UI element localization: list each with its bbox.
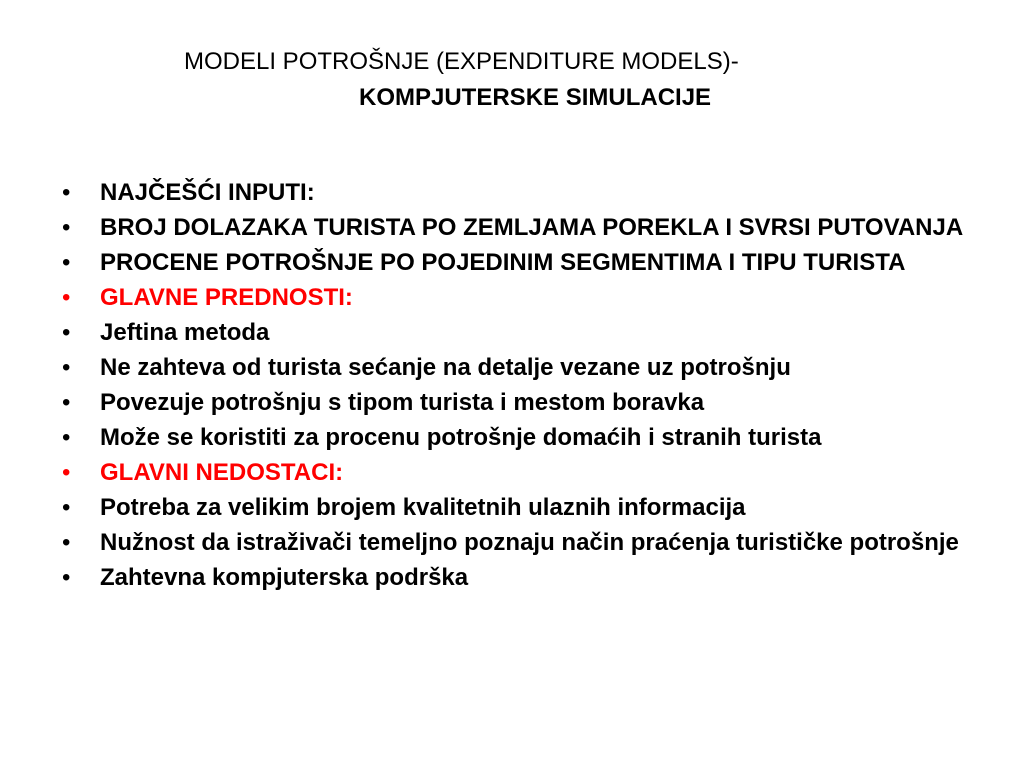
bullet-dot-icon: • bbox=[62, 459, 71, 486]
bullet-dot-icon: • bbox=[62, 424, 71, 451]
bullet-item-inputs-heading bbox=[62, 180, 982, 206]
bullet-item-no-recall bbox=[62, 355, 982, 381]
bullet-item-computer-support bbox=[62, 565, 982, 591]
bullet-text: Može se koristiti za procenu potrošnje domaćih i stranih turista bbox=[100, 424, 822, 451]
bullet-dot-icon: • bbox=[62, 179, 71, 206]
bullet-item-arrivals bbox=[62, 215, 982, 241]
bullet-text: Ne zahteva od turista sećanje na detalje vezane uz potrošnju bbox=[100, 354, 791, 381]
bullet-text: NAJČEŠĆI INPUTI: bbox=[100, 179, 315, 206]
bullet-dot-icon: • bbox=[62, 284, 71, 311]
bullet-dot-icon: • bbox=[62, 319, 71, 346]
bullet-item-input-volume bbox=[62, 495, 982, 521]
bullet-item-researcher-knowledge bbox=[62, 530, 982, 556]
bullet-item-advantages-heading bbox=[62, 285, 982, 311]
bullet-text: Nužnost da istraživači temeljno poznaju način praćenja turističke potrošnje bbox=[100, 529, 959, 556]
bullet-text: Jeftina metoda bbox=[100, 319, 270, 346]
bullet-dot-icon: • bbox=[62, 249, 71, 276]
bullet-dot-icon: • bbox=[62, 214, 71, 241]
title-line-subtitle: KOMPJUTERSKE SIMULACIJE bbox=[359, 84, 712, 111]
bullet-item-links-type bbox=[62, 390, 982, 416]
bullet-text: GLAVNI NEDOSTACI: bbox=[100, 459, 344, 486]
bullet-item-domestic-foreign bbox=[62, 425, 982, 451]
bullet-dot-icon: • bbox=[62, 389, 71, 416]
title-line-main: MODELI POTROŠNJE (EXPENDITURE MODELS)- bbox=[184, 48, 739, 75]
bullet-text: GLAVNE PREDNOSTI: bbox=[100, 284, 353, 311]
bullet-dot-icon: • bbox=[62, 354, 71, 381]
bullet-item-drawbacks-heading bbox=[62, 460, 982, 486]
bullet-text: Povezuje potrošnju s tipom turista i mestom boravka bbox=[100, 389, 705, 416]
bullet-dot-icon: • bbox=[62, 494, 71, 521]
bullet-dot-icon: • bbox=[62, 529, 71, 556]
bullet-item-cheap-method bbox=[62, 320, 982, 346]
bullet-list bbox=[62, 180, 982, 600]
bullet-item-estimates bbox=[62, 250, 982, 276]
bullet-dot-icon: • bbox=[62, 564, 71, 591]
bullet-text: Potreba za velikim brojem kvalitetnih ulaznih informacija bbox=[100, 494, 746, 521]
bullet-text: Zahtevna kompjuterska podrška bbox=[100, 564, 469, 591]
bullet-text: BROJ DOLAZAKA TURISTA PO ZEMLJAMA POREKLA I SVRSI PUTOVANJA bbox=[100, 214, 964, 241]
bullet-text: PROCENE POTROŠNJE PO POJEDINIM SEGMENTIMA I TIPU TURISTA bbox=[100, 249, 906, 276]
